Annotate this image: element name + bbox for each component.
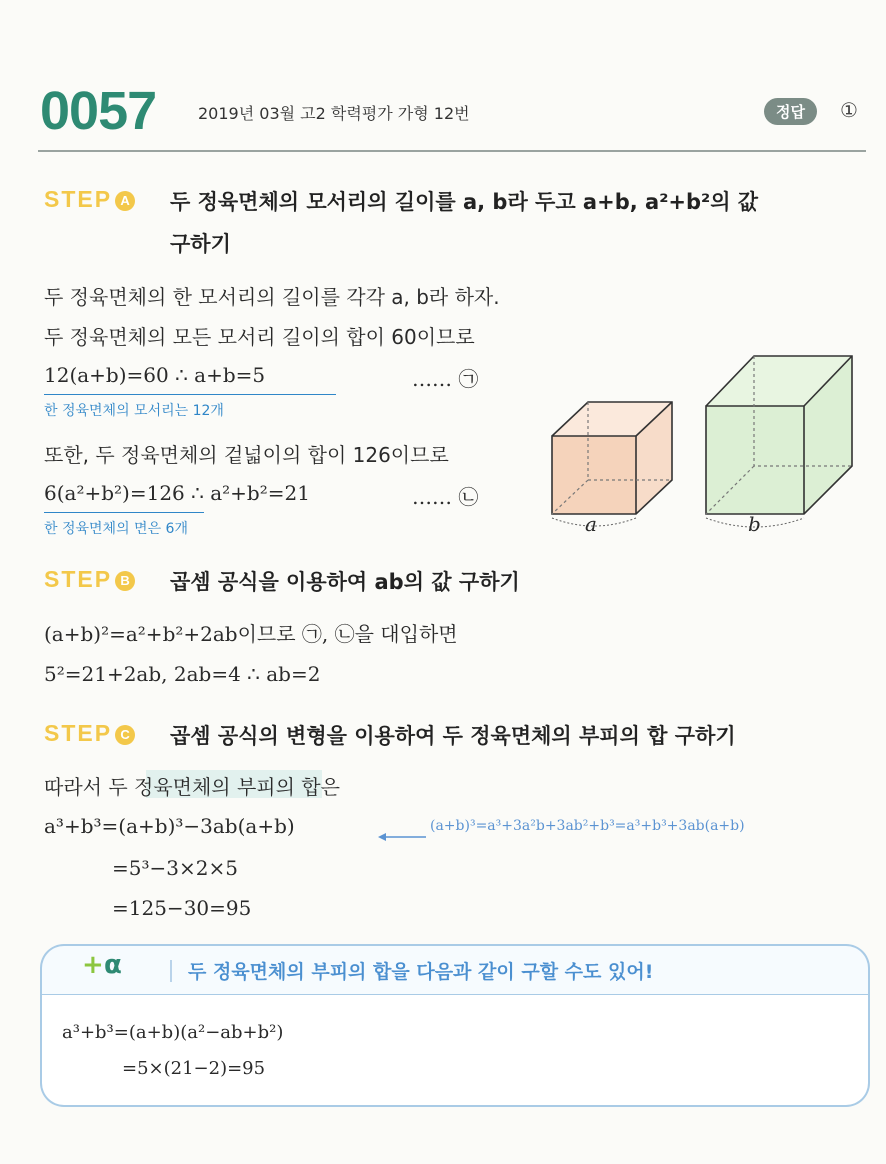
step-a-marker-icon: A — [115, 191, 135, 211]
step-b-label-text: STEP — [44, 566, 113, 592]
extra-box-title: 두 정육면체의 부피의 합을 다음과 같이 구할 수도 있어! — [188, 961, 654, 983]
step-c-eq1: a³+b³=(a+b)³−3ab(a+b) — [44, 814, 295, 838]
step-a-title: 두 정육면체의 모서리의 길이를 a, b라 두고 a+b, a²+b²의 값 — [170, 190, 759, 214]
step-b-title: 곱셈 공식을 이용하여 ab의 값 구하기 — [170, 570, 520, 594]
answer-value: ① — [840, 98, 858, 122]
step-c-marker-icon: C — [115, 725, 135, 745]
arrow-left-icon — [378, 826, 426, 845]
small-cube-label: a — [585, 512, 597, 536]
step-c-eq3: =125−30=95 — [112, 896, 252, 920]
note1-underline — [44, 394, 336, 395]
small-cube — [552, 402, 672, 526]
note2-underline — [44, 512, 204, 513]
step-b-label — [44, 566, 135, 593]
step-a-label — [44, 186, 135, 213]
title-divider — [170, 960, 172, 982]
step-b-line2: 5²=21+2ab, 2ab=4 ∴ ab=2 — [44, 662, 321, 686]
step-c-eq1-note: (a+b)³=a³+3a²b+3ab²+b³=a³+b³+3ab(a+b) — [430, 818, 745, 834]
step-a-eq1: 12(a+b)=60 ∴ a+b=5 — [44, 363, 266, 387]
large-cube-label: b — [748, 512, 761, 536]
large-cube — [706, 356, 852, 527]
answer-badge: 정답 — [764, 98, 817, 125]
step-a-eq2-tag: …… ㉡ — [412, 485, 479, 509]
alpha-icon: α — [104, 950, 122, 980]
extra-box-body — [40, 994, 870, 1107]
step-c-label — [44, 720, 135, 747]
step-c-title: 곱셈 공식의 변형을 이용하여 두 정육면체의 부피의 합 구하기 — [170, 724, 736, 748]
step-a-line3: 또한, 두 정육면체의 겉넓이의 합이 126이므로 — [44, 443, 449, 467]
step-c-eq2: =5³−3×2×5 — [112, 856, 238, 880]
step-a-eq1-tag: …… ㉠ — [412, 367, 479, 391]
step-a-note2: 한 정육면체의 면은 6개 — [44, 521, 188, 537]
plus-icon: + — [82, 950, 104, 980]
step-a-line1: 두 정육면체의 한 모서리의 길이를 각각 a, b라 하자. — [44, 285, 500, 309]
step-b-marker-icon: B — [115, 571, 135, 591]
step-a-label-text: STEP — [44, 186, 113, 212]
problem-number: 0057 — [40, 81, 157, 141]
problem-source: 2019년 03월 고2 학력평가 가형 12번 — [198, 104, 470, 123]
step-a-title-continued: 구하기 — [170, 232, 231, 256]
step-c-label-text: STEP — [44, 720, 113, 746]
step-b-line1: (a+b)²=a²+b²+2ab이므로 ㉠, ㉡을 대입하면 — [44, 622, 458, 646]
step-a-line2: 두 정육면체의 모든 모서리 길이의 합이 60이므로 — [44, 325, 475, 349]
extra-box-eq2: =5×(21−2)=95 — [122, 1058, 266, 1079]
extra-box-eq1: a³+b³=(a+b)(a²−ab+b²) — [62, 1022, 284, 1043]
step-a-eq2: 6(a²+b²)=126 ∴ a²+b²=21 — [44, 481, 310, 505]
step-a-note1: 한 정육면체의 모서리는 12개 — [44, 403, 224, 419]
header-divider — [38, 150, 866, 152]
step-c-line1: 따라서 두 정육면체의 부피의 합은 — [44, 775, 340, 799]
